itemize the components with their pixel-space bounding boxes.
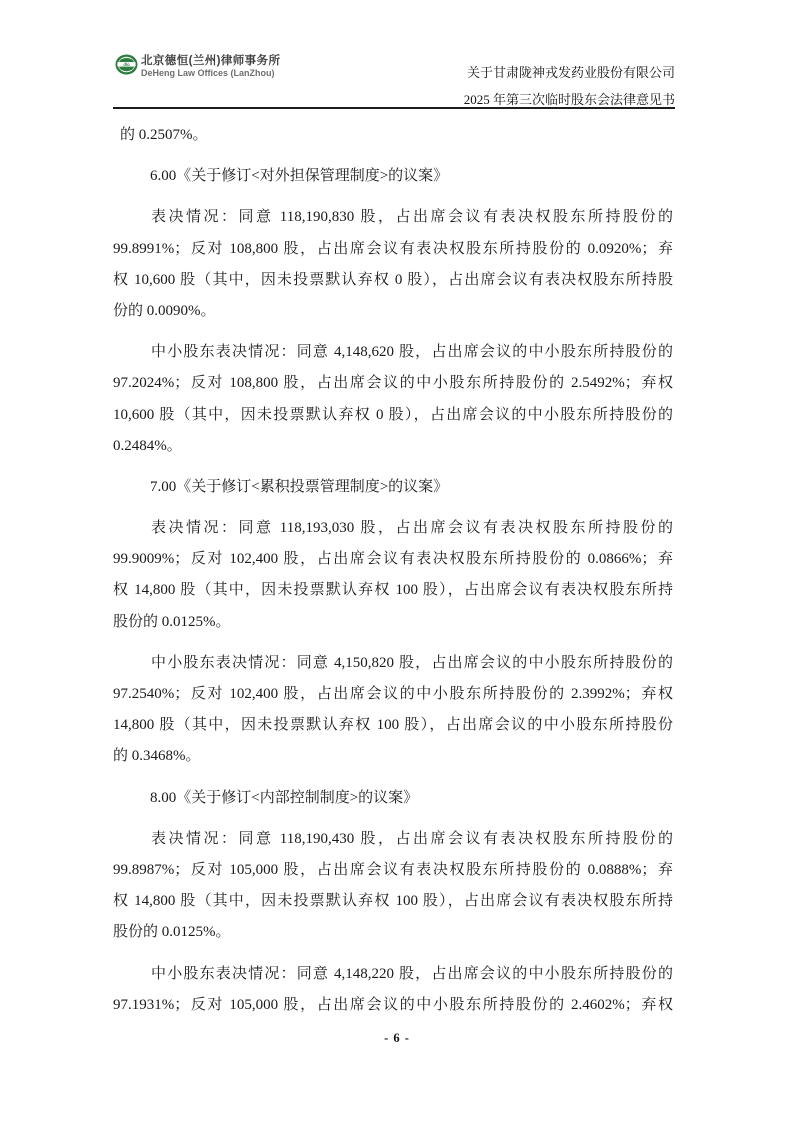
text-line: 99.8987%；反对 105,000 股，占出席会议有表决权股东所持股份的 0.0888%；弃 [113, 861, 673, 878]
document-title [464, 59, 675, 113]
firm-name-en: DeHeng Law Offices (LanZhou) [141, 68, 275, 78]
page-number: - 6 - [384, 1031, 410, 1045]
text-line: 中小股东表决情况：同意 4,148,620 股，占出席会议的中小股东所持股份的 [151, 344, 673, 361]
text-line: 97.2540%；反对 102,400 股，占出席会议的中小股东所持股份的 2.3992%；弃权 [113, 686, 673, 702]
text-line: 的 0.3468%。 [113, 748, 201, 765]
deheng-logo-icon [115, 54, 138, 75]
paragraph [113, 783, 673, 814]
text-line: 99.9009%；反对 102,400 股，占出席会议有表决权股东所持股份的 0.0866%；弃 [113, 551, 673, 568]
paragraph [113, 472, 673, 503]
svg-text:dlo: dlo [123, 61, 130, 67]
document-title-line1: 关于甘肃陇神戎发药业股份有限公司 [466, 65, 675, 80]
paragraph [113, 337, 673, 462]
paragraph [113, 161, 673, 192]
text-line: 10,600 股（其中，因未投票默认弃权 0 股），占出席会议的中小股东所持股份的 [113, 406, 673, 423]
firm-name-block [141, 54, 280, 79]
paragraph [113, 648, 673, 773]
text-line: 99.8991%；反对 108,800 股，占出席会议有表决权股东所持股份的 0.0920%；弃 [113, 240, 673, 257]
text-line: 97.1931%；反对 105,000 股，占出席会议的中小股东所持股份的 2.4602%；弃权 [113, 996, 673, 1013]
text-line: 表决情况：同意 118,190,830 股，占出席会议有表决权股东所持股份的 [151, 209, 673, 226]
text-line: 权 14,800 股（其中，因未投票默认弃权 100 股），占出席会议有表决权股东所持 [113, 582, 673, 599]
text-line: 的 0.2507%。 [120, 127, 208, 143]
firm-name-cn: 北京德恒(兰州)律师事务所 [141, 55, 281, 67]
text-line: 股份的 0.0125%。 [113, 613, 231, 630]
text-line: 表决情况：同意 118,193,030 股，占出席会议有表决权股东所持股份的 [151, 520, 673, 537]
text-line: 权 14,800 股（其中，因未投票默认弃权 100 股），占出席会议有表决权股东所持 [113, 893, 673, 910]
paragraph [113, 824, 673, 949]
page-footer [0, 1031, 794, 1046]
text-line: 97.2024%；反对 108,800 股，占出席会议的中小股东所持股份的 2.5492%；弃权 [113, 375, 673, 392]
text-line: 0.2484%。 [113, 437, 182, 454]
text-line: 份的 0.0090%。 [113, 302, 216, 319]
document-title-line2: 2025 年第三次临时股东会法律意见书 [463, 92, 675, 107]
paragraph [113, 120, 673, 151]
paragraph [113, 202, 673, 327]
text-line: 8.00《关于修订<内部控制制度>的议案》 [150, 789, 419, 806]
text-line: 中小股东表决情况：同意 4,150,820 股，占出席会议的中小股东所持股份的 [151, 654, 673, 671]
text-line: 表决情况：同意 118,190,430 股，占出席会议有表决权股东所持股份的 [151, 830, 673, 847]
text-line: 7.00《关于修订<累积投票管理制度>的议案》 [150, 478, 449, 495]
text-line: 6.00《关于修订<对外担保管理制度>的议案》 [150, 168, 449, 185]
header-rule [113, 107, 675, 109]
document-body [113, 120, 673, 1021]
text-line: 中小股东表决情况：同意 4,148,220 股，占出席会议的中小股东所持股份的 [151, 965, 673, 982]
text-line: 股份的 0.0125%。 [113, 924, 231, 941]
text-line: 14,800 股（其中，因未投票默认弃权 100 股），占出席会议的中小股东所持股份 [113, 717, 673, 734]
text-line: 权 10,600 股（其中，因未投票默认弃权 0 股），占出席会议有表决权股东所持股 [113, 271, 673, 288]
paragraph [113, 959, 673, 1021]
paragraph [113, 513, 673, 638]
